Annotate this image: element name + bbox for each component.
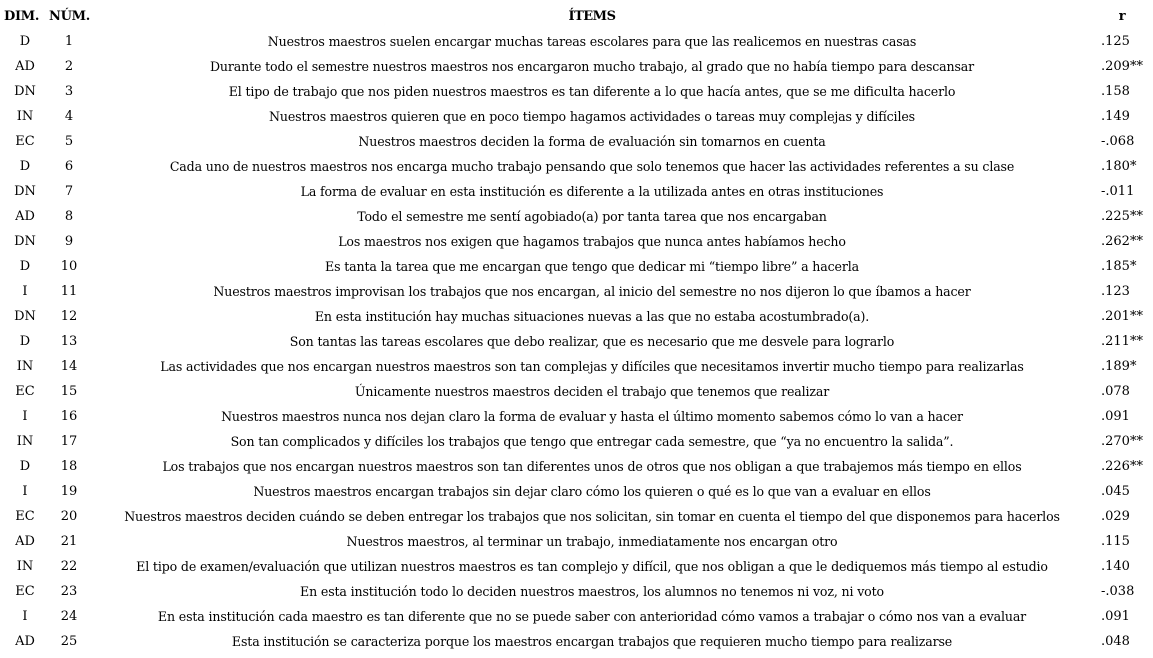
item-number-cell: 25 bbox=[60, 634, 78, 649]
correlation-cell bbox=[1093, 379, 1151, 404]
item-number-cell: 18 bbox=[60, 459, 78, 474]
correlation-value: .185* bbox=[1101, 259, 1137, 274]
table-row bbox=[0, 79, 1153, 104]
item-number-cell: 17 bbox=[60, 434, 78, 449]
dimension-cell: I bbox=[22, 284, 28, 299]
table-row bbox=[0, 479, 1153, 504]
table-row bbox=[0, 454, 1153, 479]
correlation-value: -.068 bbox=[1101, 134, 1135, 149]
dimension-cell: DN bbox=[14, 234, 36, 249]
table-row bbox=[0, 354, 1153, 379]
header-items: ÍTEMS bbox=[568, 9, 616, 24]
dimension-cell: I bbox=[22, 609, 28, 624]
table-row bbox=[0, 604, 1153, 629]
correlation-value: .211** bbox=[1101, 334, 1143, 349]
correlation-value: .115 bbox=[1101, 534, 1130, 549]
correlation-value: .048 bbox=[1101, 634, 1130, 649]
item-number-cell: 15 bbox=[60, 384, 78, 399]
item-text-cell: Esta institución se caracteriza porque los maestros encargan trabajos que requieren mucho tiempo para realizarse bbox=[231, 634, 953, 649]
dimension-cell: DN bbox=[14, 184, 36, 199]
item-number-cell: 7 bbox=[64, 184, 74, 199]
header-r: r bbox=[1118, 9, 1126, 24]
correlation-cell bbox=[1093, 154, 1151, 179]
item-text-cell: Los maestros nos exigen que hagamos trabajos que nunca antes habíamos hecho bbox=[338, 234, 846, 249]
correlation-cell bbox=[1093, 104, 1151, 129]
table-row bbox=[0, 554, 1153, 579]
dimension-cell: D bbox=[19, 459, 31, 474]
item-number-cell: 19 bbox=[60, 484, 78, 499]
item-text-cell: Nuestros maestros, al terminar un trabajo, inmediatamente nos encargan otro bbox=[346, 534, 838, 549]
table-row bbox=[0, 504, 1153, 529]
correlation-cell bbox=[1093, 529, 1151, 554]
item-number-cell: 13 bbox=[60, 334, 78, 349]
item-text-cell: Nuestros maestros nunca nos dejan claro la forma de evaluar y hasta el último momento sabemos cómo lo van a hacer bbox=[221, 409, 963, 424]
item-text-cell: Nuestros maestros improvisan los trabajos que nos encargan, al inicio del semestre no nos dijeron lo que íbamos a hacer bbox=[213, 284, 971, 299]
correlation-value: .029 bbox=[1101, 509, 1130, 524]
item-text-cell: Nuestros maestros suelen encargar muchas tareas escolares para que las realicemos en nuestras casas bbox=[267, 34, 917, 49]
item-number-cell: 5 bbox=[64, 134, 74, 149]
correlation-cell bbox=[1093, 479, 1151, 504]
table-row bbox=[0, 254, 1153, 279]
item-text-cell: Todo el semestre me sentí agobiado(a) por tanta tarea que nos encargaban bbox=[357, 209, 827, 224]
table-row bbox=[0, 629, 1153, 654]
table-row bbox=[0, 154, 1153, 179]
table-row bbox=[0, 179, 1153, 204]
item-number-cell: 16 bbox=[60, 409, 78, 424]
item-text-cell: Es tanta la tarea que me encargan que tengo que dedicar mi “tiempo libre” a hacerla bbox=[325, 259, 859, 274]
dimension-cell: IN bbox=[16, 359, 34, 374]
item-text-cell: Durante todo el semestre nuestros maestros nos encargaron mucho trabajo, al grado que no había tiempo para descansar bbox=[209, 59, 975, 74]
item-text-cell: Son tantas las tareas escolares que debo realizar, que es necesario que me desvele para lograrlo bbox=[289, 334, 895, 349]
correlation-value: .262** bbox=[1101, 234, 1143, 249]
item-number-cell: 14 bbox=[60, 359, 78, 374]
correlation-cell bbox=[1093, 629, 1151, 654]
correlation-value: .123 bbox=[1101, 284, 1130, 299]
item-text-cell: En esta institución todo lo deciden nuestros maestros, los alumnos no tenemos ni voz, ni voto bbox=[300, 584, 884, 599]
item-text-cell: La forma de evaluar en esta institución es diferente a la utilizada antes en otras instituciones bbox=[300, 184, 884, 199]
correlation-cell bbox=[1093, 454, 1151, 479]
table-row bbox=[0, 29, 1153, 54]
dimension-cell: EC bbox=[15, 384, 35, 399]
dimension-cell: D bbox=[19, 34, 31, 49]
table-row bbox=[0, 404, 1153, 429]
correlation-cell bbox=[1093, 404, 1151, 429]
table-row bbox=[0, 204, 1153, 229]
correlation-value: .209** bbox=[1101, 59, 1143, 74]
dimension-cell: AD bbox=[15, 209, 35, 224]
dimension-cell: D bbox=[19, 334, 31, 349]
dimension-cell: I bbox=[22, 409, 28, 424]
item-text-cell: En esta institución hay muchas situaciones nuevas a las que no estaba acostumbrado(a). bbox=[314, 309, 870, 324]
item-number-cell: 4 bbox=[64, 109, 74, 124]
item-text-cell: Nuestros maestros deciden cuándo se deben entregar los trabajos que nos solicitan, sin tomar en cuenta el tiempo del que disponemos para hacerlos bbox=[124, 509, 1060, 524]
table-row bbox=[0, 129, 1153, 154]
correlation-cell bbox=[1093, 579, 1151, 604]
table-row bbox=[0, 54, 1153, 79]
correlation-value: .180* bbox=[1101, 159, 1137, 174]
item-number-cell: 6 bbox=[64, 159, 74, 174]
item-text-cell: Nuestros maestros encargan trabajos sin dejar claro cómo los quieren o qué es lo que van a evaluar en ellos bbox=[253, 484, 931, 499]
item-number-cell: 23 bbox=[60, 584, 78, 599]
item-number-cell: 20 bbox=[60, 509, 78, 524]
item-number-cell: 12 bbox=[60, 309, 78, 324]
dimension-cell: DN bbox=[14, 84, 36, 99]
table-header-row bbox=[0, 4, 1153, 29]
table-row bbox=[0, 104, 1153, 129]
table-row bbox=[0, 529, 1153, 554]
dimension-cell: AD bbox=[15, 634, 35, 649]
item-number-cell: 1 bbox=[64, 34, 74, 49]
item-text-cell: Nuestros maestros deciden la forma de evaluación sin tomarnos en cuenta bbox=[358, 134, 826, 149]
table-row bbox=[0, 304, 1153, 329]
header-dim: DIM. bbox=[4, 9, 40, 24]
item-number-cell: 3 bbox=[64, 84, 74, 99]
correlation-value: .225** bbox=[1101, 209, 1143, 224]
correlation-value: .149 bbox=[1101, 109, 1130, 124]
correlation-value: .201** bbox=[1101, 309, 1143, 324]
dimension-cell: IN bbox=[16, 109, 34, 124]
correlation-cell bbox=[1093, 129, 1151, 154]
item-text-cell: Nuestros maestros quieren que en poco tiempo hagamos actividades o tareas muy complejas y difíciles bbox=[269, 109, 915, 124]
table-row bbox=[0, 329, 1153, 354]
item-number-cell: 2 bbox=[64, 59, 74, 74]
correlation-cell bbox=[1093, 204, 1151, 229]
correlation-value: .091 bbox=[1101, 409, 1130, 424]
correlation-cell bbox=[1093, 54, 1151, 79]
dimension-cell: EC bbox=[15, 509, 35, 524]
item-number-cell: 11 bbox=[60, 284, 78, 299]
dimension-cell: DN bbox=[14, 309, 36, 324]
dimension-cell: EC bbox=[15, 584, 35, 599]
correlation-cell bbox=[1093, 504, 1151, 529]
correlation-value: .125 bbox=[1101, 34, 1130, 49]
item-text-cell: Cada uno de nuestros maestros nos encarga mucho trabajo pensando que solo tenemos que hacer las actividades referentes a su clase bbox=[169, 159, 1015, 174]
item-text-cell: Las actividades que nos encargan nuestros maestros son tan complejas y difíciles que necesitamos invertir mucho tiempo para realizarlas bbox=[160, 359, 1024, 374]
correlation-cell bbox=[1093, 29, 1151, 54]
correlation-value: .078 bbox=[1101, 384, 1130, 399]
correlation-cell bbox=[1093, 229, 1151, 254]
table-row bbox=[0, 429, 1153, 454]
dimension-cell: I bbox=[22, 484, 28, 499]
correlation-value: .091 bbox=[1101, 609, 1130, 624]
correlation-value: .140 bbox=[1101, 559, 1130, 574]
item-number-cell: 21 bbox=[60, 534, 78, 549]
correlation-cell bbox=[1093, 554, 1151, 579]
dimension-cell: IN bbox=[16, 434, 34, 449]
dimension-cell: D bbox=[19, 259, 31, 274]
correlation-value: .045 bbox=[1101, 484, 1130, 499]
correlation-cell bbox=[1093, 279, 1151, 304]
correlation-cell bbox=[1093, 304, 1151, 329]
correlation-cell bbox=[1093, 354, 1151, 379]
table-row bbox=[0, 579, 1153, 604]
table-row bbox=[0, 379, 1153, 404]
item-number-cell: 22 bbox=[60, 559, 78, 574]
correlation-value: .158 bbox=[1101, 84, 1130, 99]
item-text-cell: El tipo de trabajo que nos piden nuestros maestros es tan diferente a lo que hacía antes, que se me dificulta hacerlo bbox=[228, 84, 956, 99]
correlation-cell bbox=[1093, 329, 1151, 354]
item-number-cell: 10 bbox=[60, 259, 78, 274]
item-number-cell: 9 bbox=[64, 234, 74, 249]
correlation-value: .226** bbox=[1101, 459, 1143, 474]
correlation-value: -.038 bbox=[1101, 584, 1135, 599]
correlation-cell bbox=[1093, 429, 1151, 454]
correlation-cell bbox=[1093, 179, 1151, 204]
dimension-cell: D bbox=[19, 159, 31, 174]
dimension-cell: AD bbox=[15, 59, 35, 74]
dimension-cell: EC bbox=[15, 134, 35, 149]
dimension-cell: AD bbox=[15, 534, 35, 549]
item-text-cell: En esta institución cada maestro es tan diferente que no se puede saber con anterioridad cómo vamos a trabajar o cómo nos van a evaluar bbox=[157, 609, 1027, 624]
item-text-cell: Únicamente nuestros maestros deciden el trabajo que tenemos que realizar bbox=[354, 384, 830, 399]
table-row bbox=[0, 229, 1153, 254]
correlation-value: .189* bbox=[1101, 359, 1137, 374]
correlation-cell bbox=[1093, 254, 1151, 279]
correlation-cell bbox=[1093, 79, 1151, 104]
item-number-cell: 24 bbox=[60, 609, 78, 624]
correlation-value: -.011 bbox=[1101, 184, 1135, 199]
table-row bbox=[0, 279, 1153, 304]
item-text-cell: El tipo de examen/evaluación que utilizan nuestros maestros es tan complejo y difícil, que nos obligan a que le dediquemos más tiempo al estudio bbox=[136, 559, 1048, 574]
item-number-cell: 8 bbox=[64, 209, 74, 224]
header-num: NÚM. bbox=[49, 9, 90, 24]
item-text-cell: Los trabajos que nos encargan nuestros maestros son tan diferentes unos de otros que nos obligan a que trabajemos más tiempo en ellos bbox=[162, 459, 1022, 474]
correlation-cell bbox=[1093, 604, 1151, 629]
item-text-cell: Son tan complicados y difíciles los trabajos que tengo que entregar cada semestre, que “ya no encuentro la salida”. bbox=[230, 434, 954, 449]
dimension-cell: IN bbox=[16, 559, 34, 574]
correlation-value: .270** bbox=[1101, 434, 1143, 449]
